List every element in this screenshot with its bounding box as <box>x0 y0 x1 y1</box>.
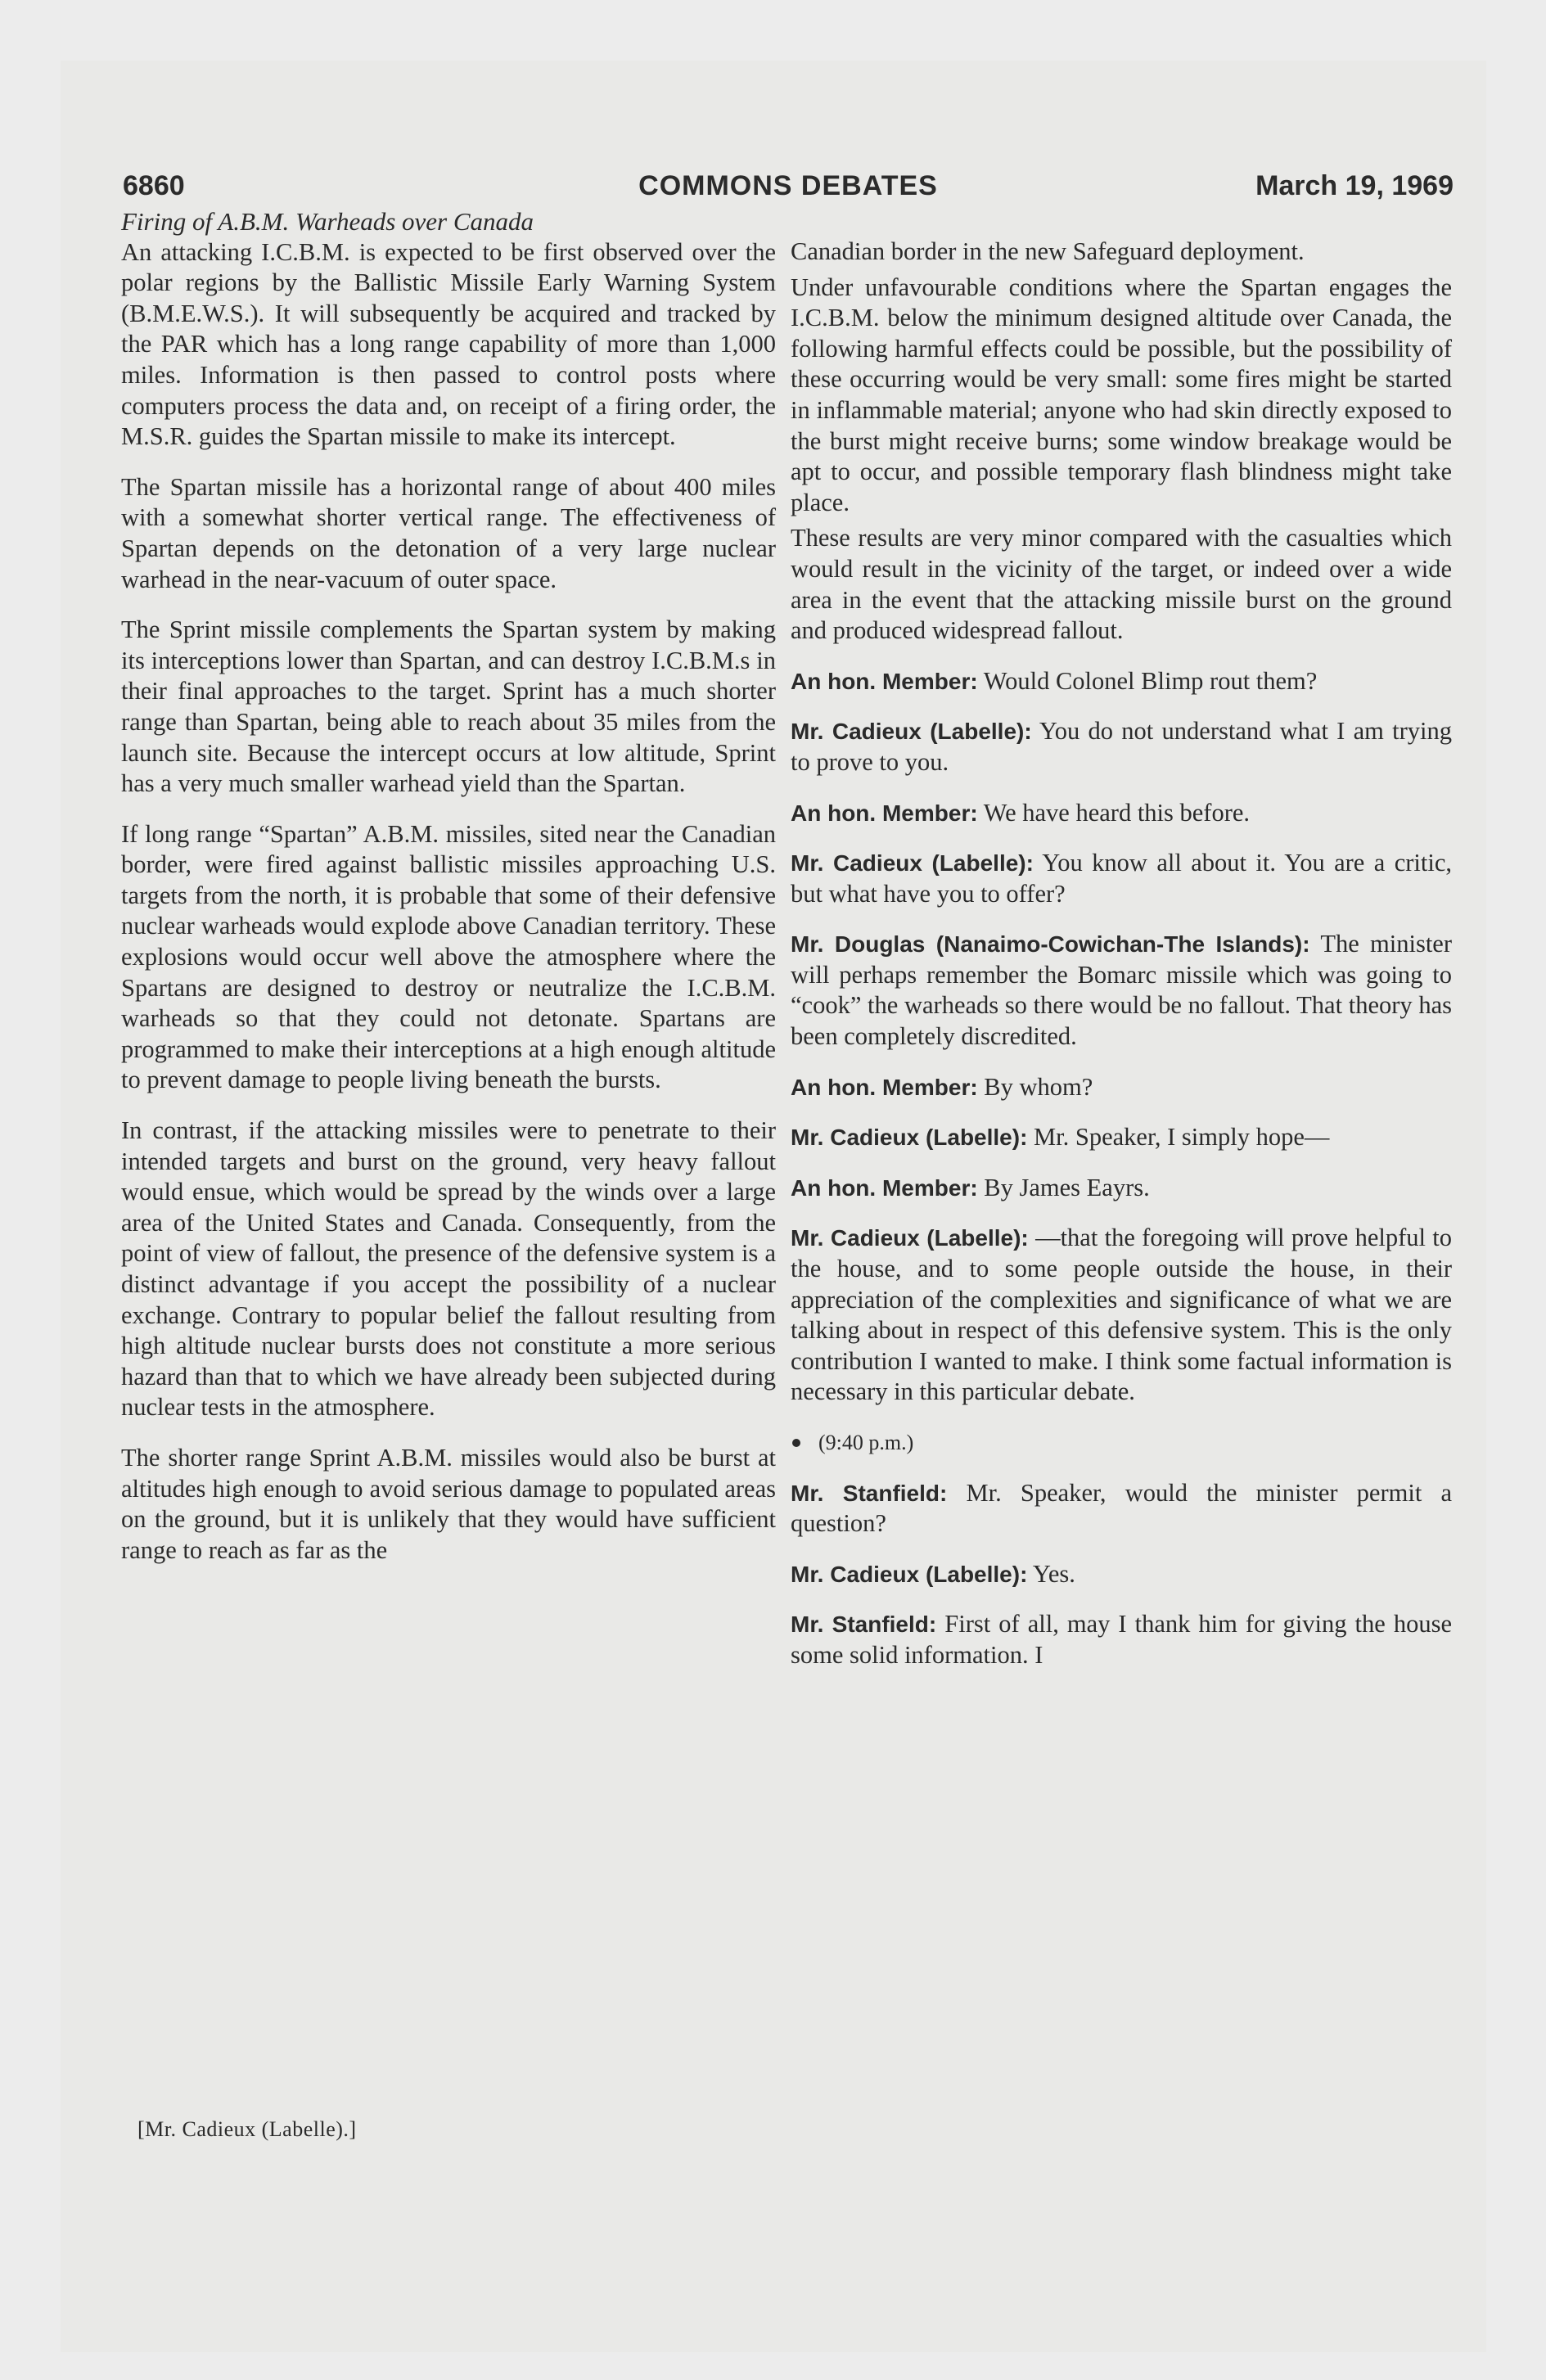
speech-text: By James Eayrs. <box>984 1173 1150 1201</box>
speech-text: —that the foregoing will prove helpful to the house, and to some people outside the house, in their appreciation of the complexities and significance of what we are talking about in respect of this defensive system. This is the only contribution I wanted to make. I think some factual information is necessary in this particular debate. <box>791 1224 1452 1406</box>
time-stamp-line <box>791 1427 1452 1458</box>
paragraph-text: Under unfavourable conditions where the Spartan engages the I.C.B.M. below the minimum designed altitude over Canada, the following harmful effects could be possible, but the possibility of these occurring would be very small: some fires might be started in inflammable material; anyone who had skin directly exposed to the burst might receive burns; some window breakage would be apt to occur, and possible temporary flash blindness might take place. <box>791 273 1452 516</box>
speech <box>791 1173 1452 1204</box>
speech-text: The minister will perhaps remember the Bomarc missile which was going to “cook” the warheads so there would be no fallout. That theory has been completely discredited. <box>791 930 1452 1051</box>
speech <box>791 848 1452 909</box>
speech <box>791 798 1452 829</box>
paragraph-text: These results are very minor compared with the casualties which would result in the vicinity of the target, or indeed over a wide area in the event that the attacking missile burst on the ground and produced widespread fallout. <box>791 524 1452 645</box>
time-stamp: (9:40 p.m.) <box>818 1431 914 1454</box>
speech <box>791 1609 1452 1670</box>
speech-text: We have heard this before. <box>983 798 1251 827</box>
speech-text: Yes. <box>1032 1559 1075 1588</box>
speech-text: First of all, may I thank him for giving the house some solid information. I <box>791 1610 1452 1669</box>
speech-text: You do not understand what I am trying to prove to you. <box>791 717 1452 776</box>
paragraph: If long range “Spartan” A.B.M. missiles, sited near the Canadian border, were fired against ballistic missiles approaching U.S. targets from the north, it is probable that some of their defensive nuclear warheads would explode above Canadian territory. These explosions would occur well above the atmosphere where the Spartans are designed to destroy or neutralize the I.C.B.M. warheads so that they could not detonate. Spartans are programmed to make their interceptions at a high enough altitude to prevent damage to people living beneath the bursts. <box>121 819 776 1094</box>
speech <box>791 1478 1452 1539</box>
speech-text: Mr. Speaker, would the minister permit a question? <box>791 1478 1453 1538</box>
speaker-name: Mr. Douglas (Nanaimo-Cowichan-The Islands): <box>791 931 1310 958</box>
publication-title: COMMONS DEBATES <box>638 170 938 201</box>
paragraph: The shorter range Sprint A.B.M. missiles would also be burst at altitudes high enough to avoid serious damage to populated areas on the ground, but it is unlikely that they would have sufficient range to reach as far as the <box>121 1443 776 1564</box>
page-number: 6860 <box>123 170 185 201</box>
speech <box>791 666 1452 697</box>
speaker-name: Mr. Cadieux (Labelle): <box>791 1561 1028 1587</box>
speaker-name: Mr. Cadieux (Labelle): <box>791 719 1032 745</box>
speaker-name: Mr. Cadieux (Labelle): <box>791 1225 1029 1251</box>
paragraph: In contrast, if the attacking missiles were to penetrate to their intended targets and burst on the ground, very heavy fallout would ensue, which would be spread by the winds over a large area of the United States and Canada. Consequently, from the point of view of fallout, the presence of the defensive system is a distinct advantage if you accept the possibility of a nuclear exchange. Contrary to popular belief the fallout resulting from high altitude nuclear bursts does not constitute a more serious hazard than that to which we have already been subjected during nuclear tests in the atmosphere. <box>121 1116 776 1422</box>
right-column <box>791 206 1452 1691</box>
speaker-name: Mr. Stanfield: <box>791 1611 937 1638</box>
speaker-name: Mr. Cadieux (Labelle): <box>791 1125 1028 1151</box>
speech <box>791 1072 1452 1103</box>
speech-text: By whom? <box>984 1072 1093 1101</box>
speech <box>791 929 1452 1052</box>
bullet-icon <box>792 1439 800 1447</box>
publication-date: March 19, 1969 <box>1255 170 1454 201</box>
speaker-name: Mr. Cadieux (Labelle): <box>791 850 1034 877</box>
left-column <box>121 206 776 1585</box>
paragraph: The Spartan missile has a horizontal range of about 400 miles with a somewhat shorter vertical range. The effectiveness of Spartan depends on the detonation of a very large nuclear warhead in the near-vacuum of outer space. <box>121 472 776 593</box>
paragraph: An attacking I.C.B.M. is expected to be first observed over the polar regions by the Ballistic Missile Early Warning System (B.M.E.W.S.). It will subsequently be acquired and tracked by the PAR which has a long range capability of more than 1,000 miles. Information is then passed to control posts where computers process the data and, on receipt of a firing order, the M.S.R. guides the Spartan missile to make its intercept. <box>121 237 776 451</box>
paragraph <box>791 237 1452 268</box>
speaker-name: An hon. Member: <box>791 800 978 826</box>
speech-text: Would Colonel Blimp rout them? <box>983 666 1318 695</box>
speaker-name: An hon. Member: <box>791 1174 978 1201</box>
section-subhead: Firing of A.B.M. Warheads over Canada <box>121 207 534 236</box>
paragraph <box>791 523 1452 646</box>
speaker-name: Mr. Stanfield: <box>791 1480 948 1506</box>
speech-text: You know all about it. You are a critic, but what have you to offer? <box>791 849 1452 908</box>
page-header <box>123 170 1454 206</box>
speaker-footnote: [Mr. Cadieux (Labelle).] <box>137 2117 357 2141</box>
paragraph-text: Canadian border in the new Safeguard deployment. <box>791 237 1305 265</box>
paragraph <box>791 273 1452 519</box>
speaker-name: An hon. Member: <box>791 1074 978 1100</box>
speech <box>791 1122 1452 1153</box>
speaker-name: An hon. Member: <box>791 668 978 694</box>
speech <box>791 716 1452 778</box>
paragraph: The Sprint missile complements the Spartan system by making its interceptions lower than Spartan, and can destroy I.C.B.M.s in their final approaches to the target. Sprint has a much shorter range than Spartan, being able to reach about 35 miles from the launch site. Because the intercept occurs at low altitude, Sprint has a very much smaller warhead yield than the Spartan. <box>121 615 776 798</box>
speech <box>791 1559 1452 1590</box>
speech-text: Mr. Speaker, I simply hope— <box>1034 1123 1330 1152</box>
speech <box>791 1223 1452 1408</box>
